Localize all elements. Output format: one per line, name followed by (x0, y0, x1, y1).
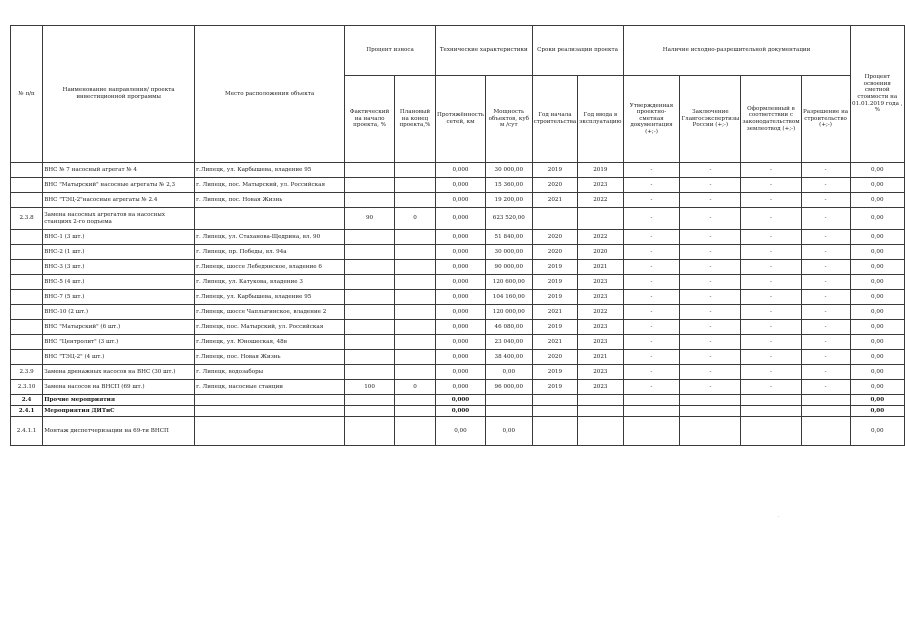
table-row (11, 290, 905, 305)
cell-place: г.Липецк, ул. Карбышева, владение 95 (195, 290, 345, 305)
cell-length: 0,000 (435, 193, 485, 208)
cell-psd (623, 395, 680, 406)
table-row (11, 178, 905, 193)
cell-num (11, 163, 43, 178)
cell-length: 0,000 (435, 178, 485, 193)
col-name-header: Наименование направления/ проекта инвестиционной программы (43, 26, 195, 163)
table-row (11, 245, 905, 260)
cell-estimate-pct: 0,00 (850, 245, 904, 260)
cell-estimate-pct: 0,00 (850, 193, 904, 208)
cell-psd: - (623, 230, 680, 245)
cell-length: 0,000 (435, 350, 485, 365)
cell-capacity: 623 520,00 (485, 208, 532, 230)
cell-estimate-pct: 0,00 (850, 406, 904, 417)
cell-name: ВНС "Центролит" (3 шт.) (43, 335, 195, 350)
cell-start-year: 2021 (532, 305, 578, 320)
cell-name: Замена дренажных насосов на ВНС (30 шт.) (43, 365, 195, 380)
table-row (11, 208, 905, 230)
cell-permit: - (801, 290, 850, 305)
cell-permit: - (801, 335, 850, 350)
cell-estimate-pct: 0,00 (850, 365, 904, 380)
cell-expertise: - (680, 290, 741, 305)
table-row (11, 320, 905, 335)
cell-wear-fact (345, 406, 395, 417)
cell-capacity: 0,00 (485, 417, 532, 446)
col-docs-c-header: Оформленный в соответствии с законодательством землеотвод (+;-) (741, 76, 801, 163)
cell-wear-plan (394, 305, 435, 320)
cell-place: г. Липецк, насосные станции (195, 380, 345, 395)
cell-expertise: - (680, 260, 741, 275)
cell-num: 2.3.10 (11, 380, 43, 395)
cell-end-year: 2019 (578, 163, 623, 178)
cell-capacity: 30 000,00 (485, 245, 532, 260)
cell-name: ВНС-1 (3 шт.) (43, 230, 195, 245)
cell-start-year: 2020 (532, 230, 578, 245)
cell-permit: - (801, 275, 850, 290)
cell-wear-fact (345, 417, 395, 446)
cell-permit: - (801, 380, 850, 395)
cell-place: г.Липецк, шоссе Лебедянское, владение 6 (195, 260, 345, 275)
cell-num: 2.3.9 (11, 365, 43, 380)
cell-psd: - (623, 350, 680, 365)
cell-wear-fact (345, 260, 395, 275)
cell-land: - (741, 365, 801, 380)
cell-estimate-pct: 0,00 (850, 163, 904, 178)
cell-length: 0,000 (435, 260, 485, 275)
cell-num (11, 245, 43, 260)
cell-wear-plan (394, 417, 435, 446)
cell-wear-fact (345, 335, 395, 350)
cell-expertise: - (680, 275, 741, 290)
cell-name: ВНС "Матырский" (6 шт.) (43, 320, 195, 335)
cell-land: - (741, 275, 801, 290)
cell-num (11, 305, 43, 320)
cell-land (741, 417, 801, 446)
cell-permit (801, 417, 850, 446)
cell-permit: - (801, 350, 850, 365)
cell-name: Прочие мероприятия (43, 395, 195, 406)
cell-wear-fact (345, 320, 395, 335)
cell-psd (623, 406, 680, 417)
cell-end-year (578, 208, 623, 230)
cell-end-year: 2022 (578, 305, 623, 320)
investment-program-table (10, 25, 905, 446)
cell-estimate-pct: 0,00 (850, 380, 904, 395)
cell-expertise (680, 406, 741, 417)
cell-start-year: 2019 (532, 163, 578, 178)
cell-land: - (741, 350, 801, 365)
table-row (11, 406, 905, 417)
cell-end-year: 2022 (578, 230, 623, 245)
cell-num (11, 193, 43, 208)
cell-wear-fact (345, 163, 395, 178)
table-header (11, 26, 905, 163)
cell-name: ВНС "ТЭЦ-2" (4 шт.) (43, 350, 195, 365)
cell-wear-fact (345, 230, 395, 245)
cell-estimate-pct: 0,00 (850, 230, 904, 245)
cell-land: - (741, 290, 801, 305)
cell-permit: - (801, 163, 850, 178)
cell-capacity: 15 360,00 (485, 178, 532, 193)
cell-permit: - (801, 320, 850, 335)
cell-expertise: - (680, 365, 741, 380)
cell-start-year (532, 208, 578, 230)
table-row (11, 275, 905, 290)
cell-name: ВНС "ТЭЦ-2"насосные агрегаты № 2.4 (43, 193, 195, 208)
cell-length: 0,000 (435, 245, 485, 260)
cell-capacity (485, 406, 532, 417)
cell-start-year: 2020 (532, 178, 578, 193)
cell-num (11, 178, 43, 193)
col-place-header: Место расположения объекта (195, 26, 345, 163)
cell-psd: - (623, 320, 680, 335)
table-body (11, 163, 905, 446)
cell-end-year (578, 417, 623, 446)
cell-permit: - (801, 245, 850, 260)
cell-permit: - (801, 208, 850, 230)
cell-psd: - (623, 275, 680, 290)
cell-psd: - (623, 178, 680, 193)
cell-psd: - (623, 245, 680, 260)
cell-start-year (532, 417, 578, 446)
cell-start-year: 2019 (532, 320, 578, 335)
cell-length: 0,000 (435, 406, 485, 417)
cell-length: 0,000 (435, 305, 485, 320)
cell-end-year (578, 406, 623, 417)
cell-wear-fact (345, 193, 395, 208)
cell-start-year: 2021 (532, 193, 578, 208)
cell-capacity: 96 000,00 (485, 380, 532, 395)
table-row (11, 305, 905, 320)
cell-start-year: 2019 (532, 275, 578, 290)
cell-capacity: 0,00 (485, 365, 532, 380)
cell-psd: - (623, 335, 680, 350)
cell-length: 0,000 (435, 230, 485, 245)
cell-estimate-pct: 0,00 (850, 208, 904, 230)
cell-length: 0,000 (435, 163, 485, 178)
cell-capacity: 38 400,00 (485, 350, 532, 365)
cell-expertise: - (680, 230, 741, 245)
cell-length: 0,000 (435, 290, 485, 305)
cell-num (11, 350, 43, 365)
cell-land: - (741, 260, 801, 275)
cell-expertise: - (680, 305, 741, 320)
cell-permit: - (801, 193, 850, 208)
cell-wear-plan (394, 290, 435, 305)
cell-estimate-pct: 0,00 (850, 275, 904, 290)
cell-end-year: 2021 (578, 350, 623, 365)
cell-start-year: 2019 (532, 260, 578, 275)
cell-length: 0,000 (435, 208, 485, 230)
table-row (11, 163, 905, 178)
cell-num (11, 290, 43, 305)
cell-num: 2.4.1 (11, 406, 43, 417)
cell-place: г. Липецк, водозаборы (195, 365, 345, 380)
cell-land (741, 406, 801, 417)
col-terms-header: Сроки реализации проекта (532, 26, 623, 76)
cell-name: ВНС "Матырский" насосные агрегаты № 2,3 (43, 178, 195, 193)
cell-estimate-pct: 0,00 (850, 178, 904, 193)
cell-wear-plan (394, 335, 435, 350)
table-row (11, 193, 905, 208)
cell-num (11, 335, 43, 350)
cell-num (11, 260, 43, 275)
cell-place: г.Липецк, пос. Новая Жизнь (195, 350, 345, 365)
cell-capacity: 90 000,00 (485, 260, 532, 275)
cell-num: 2.4.1.1 (11, 417, 43, 446)
cell-place: г. Липецк, ул. Катукова, владение 3 (195, 275, 345, 290)
cell-wear-plan (394, 163, 435, 178)
cell-wear-plan (394, 193, 435, 208)
cell-end-year: 2023 (578, 335, 623, 350)
col-tech-cap-header: Мощность объектов, куб м /сут (485, 76, 532, 163)
cell-wear-fact (345, 290, 395, 305)
col-docs-b-header: Заключение Главгосэкспертизы России (+;-) (680, 76, 741, 163)
cell-name: ВНС-10 (2 шт.) (43, 305, 195, 320)
cell-permit (801, 395, 850, 406)
cell-length: 0,000 (435, 335, 485, 350)
cell-wear-fact (345, 305, 395, 320)
cell-psd: - (623, 380, 680, 395)
cell-psd (623, 417, 680, 446)
cell-num (11, 230, 43, 245)
cell-capacity: 120 000,00 (485, 305, 532, 320)
cell-capacity: 120 600,00 (485, 275, 532, 290)
cell-end-year (578, 395, 623, 406)
cell-capacity: 23 040,00 (485, 335, 532, 350)
cell-length: 0,000 (435, 365, 485, 380)
cell-estimate-pct: 0,00 (850, 260, 904, 275)
cell-land: - (741, 335, 801, 350)
cell-place: г. Липецк, пос. Матырский, ул. Российская (195, 178, 345, 193)
cell-psd: - (623, 260, 680, 275)
col-docs-d-header: Разрешение на строительство (+;-) (801, 76, 850, 163)
cell-wear-fact (345, 350, 395, 365)
cell-estimate-pct: 0,00 (850, 305, 904, 320)
cell-length: 0,000 (435, 395, 485, 406)
cell-name: Мероприятия ДИТиС (43, 406, 195, 417)
cell-name: ВНС-2 (1 шт.) (43, 245, 195, 260)
cell-permit: - (801, 365, 850, 380)
cell-num: 2.3.8 (11, 208, 43, 230)
cell-wear-fact (345, 178, 395, 193)
cell-psd: - (623, 365, 680, 380)
cell-wear-fact (345, 395, 395, 406)
cell-end-year: 2023 (578, 380, 623, 395)
cell-land: - (741, 163, 801, 178)
table-row (11, 350, 905, 365)
cell-wear-plan (394, 365, 435, 380)
col-wear-fact-header: Фактический на начало проекта, % (345, 76, 395, 163)
cell-permit: - (801, 305, 850, 320)
cell-place (195, 208, 345, 230)
cell-expertise: - (680, 350, 741, 365)
col-wear-plan-header: Плановый на конец проекта,% (394, 76, 435, 163)
cell-place: г.Липецк, ул. Карбышева, владение 95 (195, 163, 345, 178)
cell-start-year: 2019 (532, 290, 578, 305)
cell-wear-fact (345, 275, 395, 290)
cell-start-year (532, 395, 578, 406)
cell-place: г.Липецк, пос. Матырский, ул. Российская (195, 320, 345, 335)
cell-start-year: 2019 (532, 365, 578, 380)
cell-expertise (680, 417, 741, 446)
table-row (11, 260, 905, 275)
cell-wear-plan (394, 275, 435, 290)
col-tech-len-header: Протяжённость сетей, км (435, 76, 485, 163)
cell-place (195, 417, 345, 446)
cell-name: ВНС № 7 насосный агрегат № 4 (43, 163, 195, 178)
cell-length: 0,000 (435, 320, 485, 335)
cell-land: - (741, 380, 801, 395)
cell-land: - (741, 208, 801, 230)
cell-name: ВНС-7 (5 шт.) (43, 290, 195, 305)
cell-place: г. Липецк, пос. Новая Жизнь (195, 193, 345, 208)
cell-estimate-pct: 0,00 (850, 335, 904, 350)
cell-wear-plan: 0 (394, 380, 435, 395)
cell-land: - (741, 245, 801, 260)
cell-land: - (741, 305, 801, 320)
cell-capacity: 104 160,00 (485, 290, 532, 305)
cell-expertise: - (680, 178, 741, 193)
cell-wear-plan (394, 178, 435, 193)
cell-estimate-pct: 0,00 (850, 350, 904, 365)
cell-length: 0,000 (435, 275, 485, 290)
cell-name: ВНС-5 (4 шт.) (43, 275, 195, 290)
cell-wear-plan (394, 395, 435, 406)
cell-expertise: - (680, 320, 741, 335)
table-row (11, 335, 905, 350)
cell-psd: - (623, 208, 680, 230)
cell-psd: - (623, 193, 680, 208)
cell-wear-fact: 100 (345, 380, 395, 395)
cell-estimate-pct: 0,00 (850, 320, 904, 335)
cell-end-year: 2021 (578, 260, 623, 275)
col-tech-header: Технические характеристики (435, 26, 532, 76)
cell-wear-plan (394, 260, 435, 275)
cell-start-year: 2021 (532, 335, 578, 350)
cell-wear-plan (394, 245, 435, 260)
cell-wear-fact: 90 (345, 208, 395, 230)
cell-psd: - (623, 163, 680, 178)
cell-expertise: - (680, 208, 741, 230)
cell-psd: - (623, 290, 680, 305)
cell-end-year: 2023 (578, 290, 623, 305)
cell-place: г. Липецк, пр. Победы, вл. 94а (195, 245, 345, 260)
table-row (11, 230, 905, 245)
cell-length: 0,00 (435, 417, 485, 446)
cell-num (11, 275, 43, 290)
cell-name: Замена насосных агрегатов на насосных станциях 2-го подъема (43, 208, 195, 230)
cell-land: - (741, 320, 801, 335)
cell-estimate-pct: 0,00 (850, 417, 904, 446)
table-row (11, 395, 905, 406)
cell-end-year: 2020 (578, 245, 623, 260)
cell-permit: - (801, 230, 850, 245)
cell-wear-plan (394, 350, 435, 365)
cell-num: 2.4 (11, 395, 43, 406)
cell-expertise: - (680, 335, 741, 350)
cell-end-year: 2023 (578, 320, 623, 335)
cell-wear-plan: 0 (394, 208, 435, 230)
cell-land: - (741, 178, 801, 193)
cell-land: - (741, 230, 801, 245)
cell-wear-fact (345, 365, 395, 380)
col-estimate-header: Процент освоения сметной стоимости на 01.01.2019 года , % (850, 26, 904, 163)
col-docs-a-header: Утвержденная проектно-сметная документация (+;-) (623, 76, 680, 163)
cell-expertise: - (680, 380, 741, 395)
cell-name: ВНС-3 (3 шт.) (43, 260, 195, 275)
cell-estimate-pct: 0,00 (850, 395, 904, 406)
cell-expertise (680, 395, 741, 406)
table-row (11, 380, 905, 395)
col-wear-header: Процент износа (345, 26, 436, 76)
cell-capacity: 46 080,00 (485, 320, 532, 335)
cell-place (195, 406, 345, 417)
cell-num (11, 320, 43, 335)
table-row (11, 365, 905, 380)
cell-permit: - (801, 260, 850, 275)
cell-capacity (485, 395, 532, 406)
cell-end-year: 2023 (578, 275, 623, 290)
cell-psd: - (623, 305, 680, 320)
cell-start-year: 2019 (532, 380, 578, 395)
cell-capacity: 51 840,00 (485, 230, 532, 245)
cell-place: г.Липецк, шоссе Чаплыгинское, владение 2 (195, 305, 345, 320)
cell-expertise: - (680, 193, 741, 208)
cell-wear-plan (394, 320, 435, 335)
cell-start-year: 2020 (532, 350, 578, 365)
cell-estimate-pct: 0,00 (850, 290, 904, 305)
cell-wear-fact (345, 245, 395, 260)
cell-place: г. Липецк, ул. Стаханова-Щедрина, вл. 90 (195, 230, 345, 245)
scan-artifact: . (778, 513, 780, 519)
cell-land (741, 395, 801, 406)
cell-place: г.Липецк, ул. Юношеская, 48в (195, 335, 345, 350)
cell-length: 0,000 (435, 380, 485, 395)
cell-end-year: 2022 (578, 193, 623, 208)
cell-expertise: - (680, 163, 741, 178)
cell-capacity: 19 200,00 (485, 193, 532, 208)
col-docs-header: Наличие исходно-разрешительной документации (623, 26, 850, 76)
cell-end-year: 2023 (578, 178, 623, 193)
table-row (11, 417, 905, 446)
cell-wear-plan (394, 230, 435, 245)
cell-capacity: 30 000,00 (485, 163, 532, 178)
cell-permit: - (801, 178, 850, 193)
col-num-header: № п/п (11, 26, 43, 163)
cell-place (195, 395, 345, 406)
col-terms-end-header: Год ввода в эксплуатацию (578, 76, 623, 163)
cell-permit (801, 406, 850, 417)
cell-start-year: 2020 (532, 245, 578, 260)
cell-expertise: - (680, 245, 741, 260)
cell-land: - (741, 193, 801, 208)
cell-start-year (532, 406, 578, 417)
col-terms-start-header: Год начала строительства (532, 76, 578, 163)
cell-wear-plan (394, 406, 435, 417)
cell-end-year: 2023 (578, 365, 623, 380)
cell-name: Монтаж диспетчеризации на 69-ти ВНСП (43, 417, 195, 446)
cell-name: Замена насосов на ВНСП (69 шт.) (43, 380, 195, 395)
